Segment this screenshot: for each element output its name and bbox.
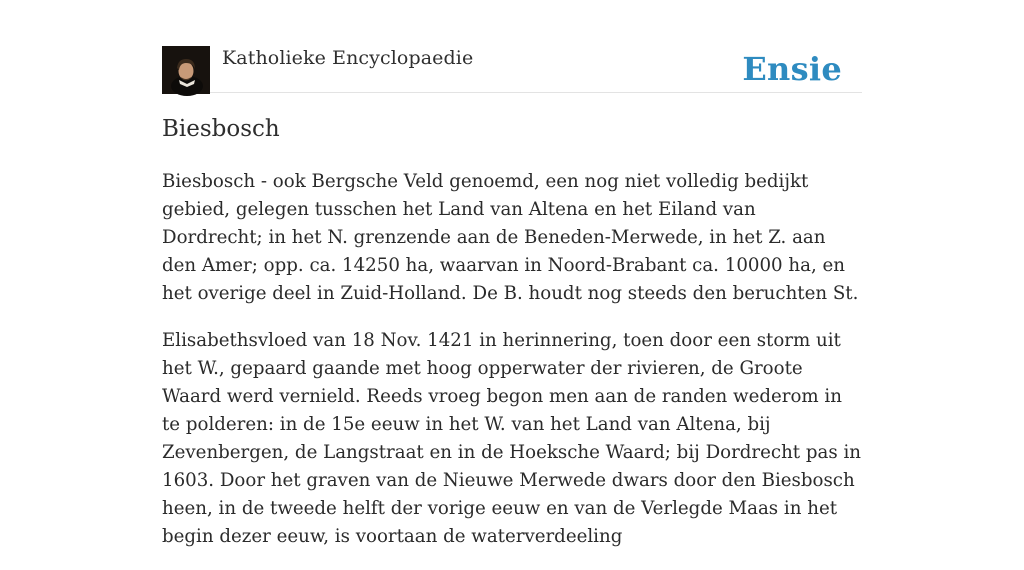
portrait-avatar-icon: [162, 46, 210, 94]
portrait-avatar-icon[interactable]: [162, 46, 210, 94]
site-name[interactable]: Katholieke Encyclopaedie: [222, 47, 474, 69]
article-paragraph: Elisabethsvloed van 18 Nov. 1421 in herinnering, toen door een storm uit het W., gepaard gaande met hoog opperwater der rivieren, de Groote Waard werd vernield. Reeds vroeg begon men aan de randen wederom in te polderen: in de 15e eeuw in het W. van het Land van Altena, bij Zevenbergen, de Langstraat en in de Hoeksche Waard; bij Dordrecht pas in 1603. Door het graven van de Nieuwe Merwede dwars door den Biesbosch heen, in de tweede helft der vorige eeuw en van de Verlegde Maas in het begin dezer eeuw, is voortaan de waterverdeeling: [162, 330, 862, 547]
article-body: [162, 168, 862, 570]
article-paragraph: Biesbosch - ook Bergsche Veld genoemd, een nog niet volledig bedijkt gebied, gelegen tusschen het Land van Altena en het Eiland van Dordrecht; in het N. grenzende aan de Beneden-Merwede, in het Z. aan den Amer; opp. ca. 14250 ha, waarvan in Noord-Brabant ca. 10000 ha, en het overige deel in Zuid-Holland. De B. houdt nog steeds den beruchten St.: [162, 171, 859, 304]
site-header: [162, 46, 862, 93]
page-title: Biesbosch: [162, 116, 280, 142]
ensie-logo[interactable]: Ensie: [742, 50, 842, 88]
